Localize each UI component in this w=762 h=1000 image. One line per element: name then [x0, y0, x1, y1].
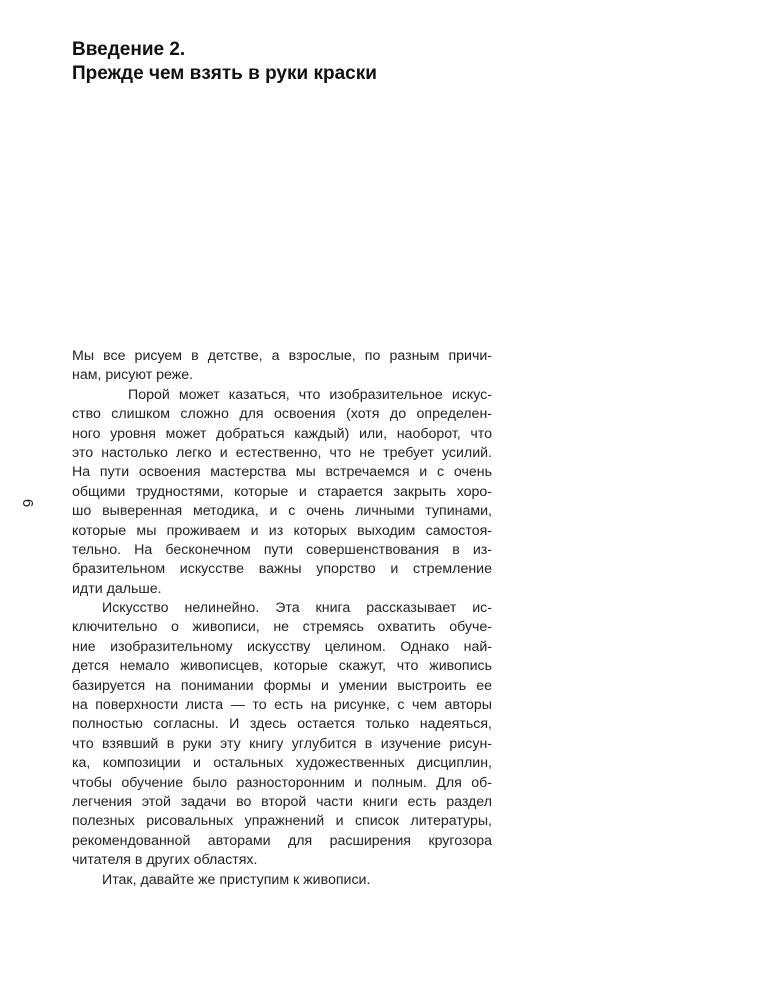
- text-line: ство слишком сложно для освоения (хотя до определен-: [72, 406, 492, 423]
- text-line: полностью согласны. И здесь остается только надеяться,: [72, 716, 492, 733]
- text-line: Итак, давайте же приступим к живописи.: [102, 871, 371, 888]
- text-line: общими трудностями, которые и старается закрыть хоро-: [72, 483, 492, 500]
- chapter-title-line-1: Введение 2.: [72, 39, 186, 60]
- body-text: [72, 347, 492, 890]
- text-line: читателя в других областях.: [72, 852, 258, 869]
- text-line: идти дальше.: [72, 580, 162, 597]
- text-line: базируется на понимании формы и умении выстроить ее: [72, 677, 492, 694]
- text-line: полезных рисовальных упражнений и список литературы,: [72, 813, 492, 830]
- text-line: нам, рисуют реже.: [72, 367, 194, 384]
- page-number: 6: [19, 498, 36, 508]
- chapter-title: [72, 38, 672, 86]
- text-line: ка, композиции и остальных художественных дисциплин,: [72, 755, 492, 772]
- text-line: которые мы проживаем и из которых выходим самостоя-: [72, 522, 492, 539]
- text-line: что взявший в руки эту книгу углубится в изучение рисун-: [72, 735, 492, 752]
- text-line: Порой может казаться, что изобразительное искус-: [128, 386, 492, 403]
- text-line: на поверхности листа — то есть на рисунке, с чем авторы: [72, 697, 492, 714]
- text-line: легчения этой задачи во второй части книги есть раздел: [72, 793, 492, 810]
- text-line: чтобы обучение было разносторонним и полным. Для об-: [72, 774, 492, 791]
- text-line: ние изобразительному искусству целином. Однако най-: [72, 638, 492, 655]
- text-line: рекомендованной авторами для расширения кругозора: [72, 832, 492, 849]
- text-line: ного уровня может добраться каждый) или, наоборот, что: [72, 425, 492, 442]
- text-line: это настолько легко и естественно, что не требует усилий.: [72, 444, 492, 461]
- text-line: Искусство нелинейно. Эта книга рассказывает ис-: [102, 600, 492, 617]
- text-line: ключительно о живописи, не стремясь охватить обуче-: [72, 619, 492, 636]
- chapter-title-line-2: Прежде чем взять в руки краски: [72, 63, 377, 84]
- text-line: дется немало живописцев, которые скажут, что живопись: [72, 658, 492, 675]
- text-line: тельно. На бесконечном пути совершенствования в из-: [72, 541, 492, 558]
- text-line: Мы все рисуем в детстве, а взрослые, по разным причи-: [72, 348, 492, 364]
- text-line: бразительном искусстве важны упорство и стремление: [72, 561, 492, 578]
- text-line: На пути освоения мастерства мы встречаемся и с очень: [72, 464, 492, 481]
- text-line: шо выверенная методика, и с очень личными тупинами,: [72, 503, 492, 520]
